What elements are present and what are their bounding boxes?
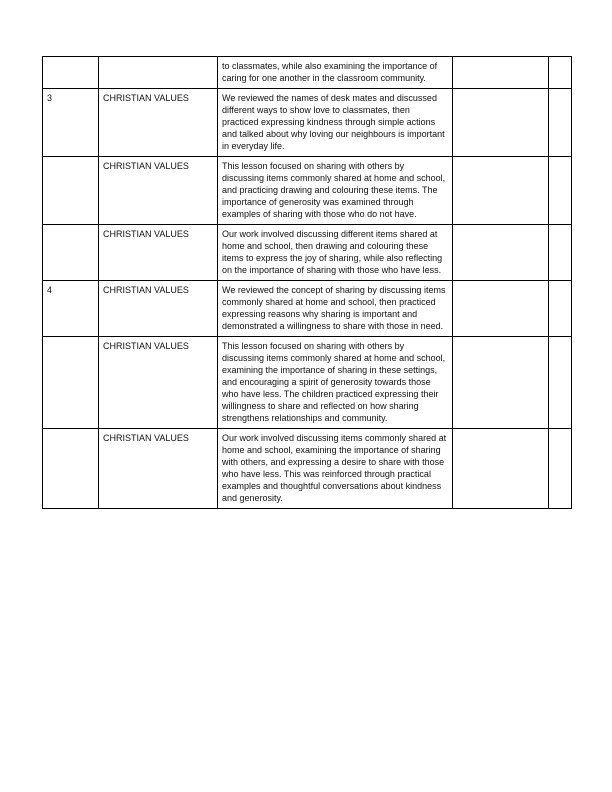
empty-cell — [549, 281, 572, 337]
table-row — [43, 157, 572, 225]
subject-cell: CHRISTIAN VALUES — [99, 337, 218, 429]
week-cell — [43, 157, 99, 225]
empty-cell — [549, 429, 572, 509]
subject-cell — [99, 57, 218, 89]
empty-cell — [453, 157, 549, 225]
empty-cell — [453, 337, 549, 429]
table-row — [43, 429, 572, 509]
subject-cell: CHRISTIAN VALUES — [99, 429, 218, 509]
subject-cell: CHRISTIAN VALUES — [99, 157, 218, 225]
notes-cell: This lesson focused on sharing with others by discussing items commonly shared at home and school, and practicing drawing and colouring these items. The importance of generosity was examined through examples of sharing with those who do not have. — [218, 157, 453, 225]
empty-cell — [453, 429, 549, 509]
empty-cell — [549, 89, 572, 157]
week-cell — [43, 429, 99, 509]
empty-cell — [549, 225, 572, 281]
lesson-log-table — [42, 56, 572, 509]
empty-cell — [453, 225, 549, 281]
table-row — [43, 337, 572, 429]
subject-cell: CHRISTIAN VALUES — [99, 89, 218, 157]
empty-cell — [549, 57, 572, 89]
table-row — [43, 225, 572, 281]
empty-cell — [453, 57, 549, 89]
subject-cell: CHRISTIAN VALUES — [99, 225, 218, 281]
week-cell: 3 — [43, 89, 99, 157]
table-row — [43, 281, 572, 337]
week-cell — [43, 337, 99, 429]
table-row — [43, 57, 572, 89]
notes-cell: Our work involved discussing items commonly shared at home and school, examining the importance of sharing with others, and expressing a desire to share with those who have less. This was reinforced through practical examples and thoughtful conversations about kindness and generosity. — [218, 429, 453, 509]
notes-cell: Our work involved discussing different items shared at home and school, then drawing and colouring these items to express the joy of sharing, while also reflecting on the importance of sharing with those who have less. — [218, 225, 453, 281]
notes-cell: This lesson focused on sharing with others by discussing items commonly shared at home and school, examining the importance of sharing in these settings, and encouraging a spirit of generosity towards those who have less. The children practiced expressing their willingness to share and reflected on how sharing strengthens relationships and community. — [218, 337, 453, 429]
empty-cell — [549, 337, 572, 429]
notes-cell: We reviewed the names of desk mates and discussed different ways to show love to classmates, then practiced expressing kindness through simple actions and talked about why loving our neighbours is important in everyday life. — [218, 89, 453, 157]
table-row — [43, 89, 572, 157]
week-cell: 4 — [43, 281, 99, 337]
empty-cell — [453, 89, 549, 157]
subject-cell: CHRISTIAN VALUES — [99, 281, 218, 337]
empty-cell — [549, 157, 572, 225]
notes-cell: We reviewed the concept of sharing by discussing items commonly shared at home and school, then practiced expressing reasons why sharing is important and demonstrated a willingness to share with those in need. — [218, 281, 453, 337]
notes-cell: to classmates, while also examining the importance of caring for one another in the classroom community. — [218, 57, 453, 89]
empty-cell — [453, 281, 549, 337]
week-cell — [43, 225, 99, 281]
week-cell — [43, 57, 99, 89]
lesson-log-body — [43, 57, 572, 509]
